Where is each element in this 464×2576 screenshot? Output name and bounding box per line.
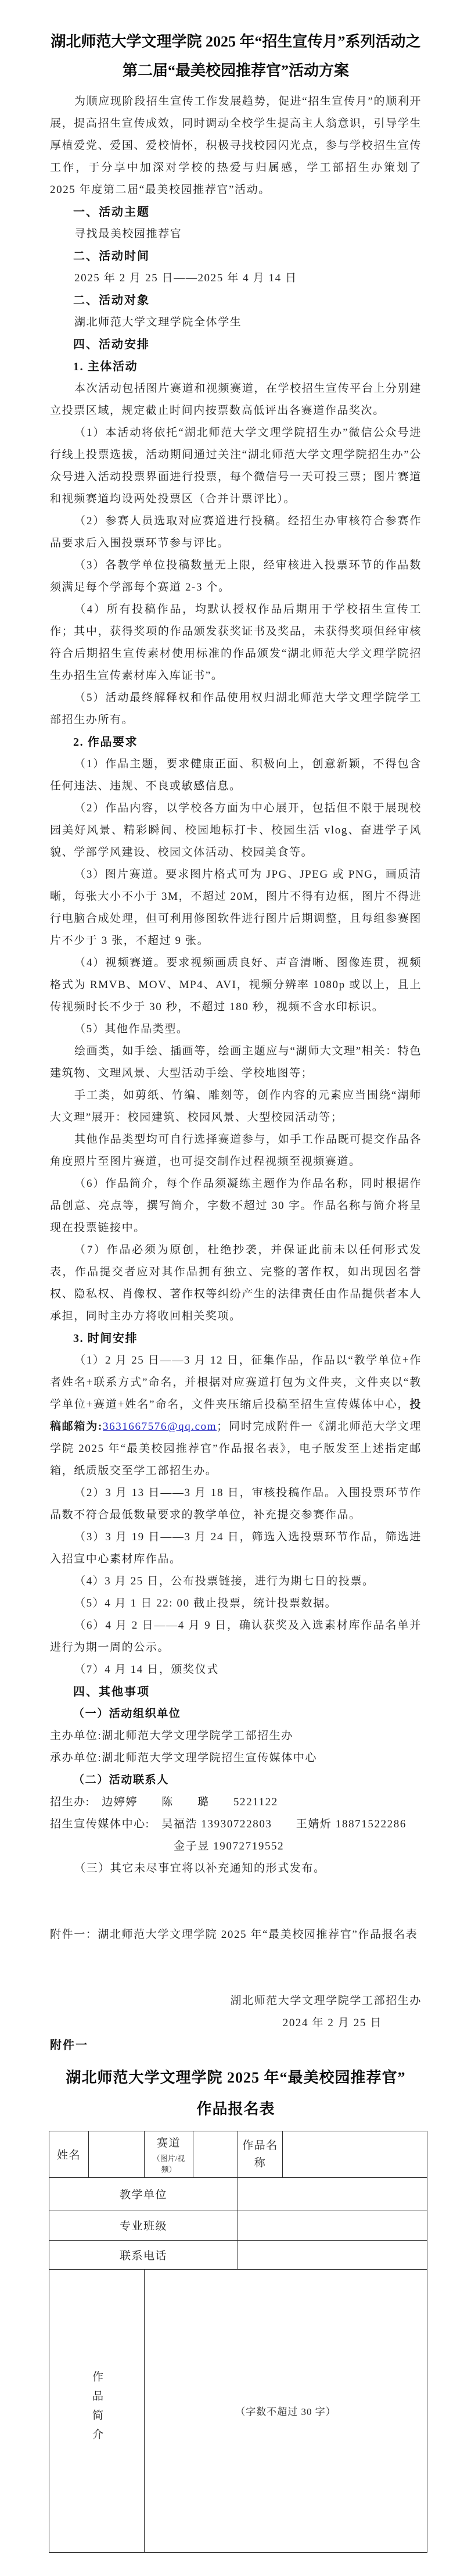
paragraph: （3）3 月 19 日——3 月 24 日，筛选入选投票环节作品，筛选进入招宣中心素材库作品。 xyxy=(50,1531,422,1565)
paragraph: 绘画类，如手绘、插画等，绘画主题应与“湖师大文理”相关：特色建筑物、文理风景、大型活动手绘、学校地图等； xyxy=(50,1045,422,1079)
sub-heading: （一）活动组织单位 xyxy=(73,1708,181,1720)
submission-email-link[interactable]: 3631667576@qq.com xyxy=(103,1421,217,1433)
paragraph: 手工类，如剪纸、竹编、雕刻等，创作内容的元素应当围绕“湖师大文理”展开：校园建筑、校园风景、大型校园活动等； xyxy=(50,1089,422,1124)
paragraph: （2）作品内容，以学校各方面为中心展开，包括但不限于展现校园美好风景、精彩瞬间、校园地标打卡、校园生活 vlog、奋进学子风貌、学部学风建设、校园文体活动、校园美食等。 xyxy=(50,802,422,858)
paragraph: （7）作品必须为原创，杜绝抄袭，并保证此前未以任何形式发表，作品提交者应对其作品拥有独立、完整的著作权，如出现因名誉权、隐私权、肖像权、著作权等纠纷产生的法律责任由作品提供者本人承担，同时主办方将收回相关奖项。 xyxy=(50,1244,422,1322)
major-value-cell xyxy=(238,2210,427,2241)
intro-value-cell xyxy=(145,2270,427,2553)
paragraph: （5）其他作品类型。 xyxy=(74,1023,189,1035)
paragraph: （6）作品简介，每个作品须凝练主题作为作品名称，同时根据作品创意、亮点等，撰写简介，字数不超过 30 字。作品名称与简介将呈现在投票链接中。 xyxy=(50,1178,422,1234)
paragraph: 其他作品类型均可自行选择赛道参与，如手工作品既可提交作品各角度照片至图片赛道，也可提交制作过程视频至视频赛道。 xyxy=(50,1133,422,1168)
paragraph: （1）本活动将依托“湖北师范大学文理学院招生办”微信公众号进行线上投票选拔，活动期间通过关注“湖北师范大学文理学院招生办”公众号进入活动投票界面进行投票，每个微信号一天可投三票；图片赛道和视频赛道均设两处投票区（合并计票评比）。 xyxy=(50,427,422,505)
sub-heading: 3. 时间安排 xyxy=(73,1332,138,1345)
contact-line: 金子昱 19072719552 xyxy=(174,1840,285,1852)
work-name-label-cell: 作品名称 xyxy=(238,2131,283,2178)
paragraph: 招生宣传媒体中心: 吴福浩 13930722803 王婧炘 18871522286 xyxy=(50,1818,407,1830)
phone-value-cell xyxy=(238,2241,427,2270)
text-run: ；同时完成附件一《湖北师范大学文理学院 2025 年“最美校园推荐官”作品报名表》，电子版发至上述指定邮箱，纸质版交至学工部招生办。 xyxy=(50,1421,422,1477)
unit-value-cell xyxy=(238,2178,427,2210)
paragraph: 湖北师范大学文理学院全体学生 xyxy=(74,316,242,328)
signature-date: 2024 年 2 月 25 日 xyxy=(282,2017,382,2029)
paragraph: 为顺应现阶段招生宣传工作发展趋势，促进“招生宣传月”的顺利开展，提高招生宣传成效，同时调动全校学生提高主人翁意识，引导学生厚植爱党、爱国、爱校情怀，积极寻找校园闪光点，参与学校招生宣传工作，于分享中加深对学校的热爱与归属感，学工部招生办策划了 2025 年度第二届“最美校园推荐官”活动。 xyxy=(50,95,422,196)
paragraph: 寻找最美校园推荐官 xyxy=(74,228,182,240)
section-heading: 二、活动时间 xyxy=(73,250,150,263)
paragraph: （3）图片赛道。要求图片格式可为 JPG、JPEG 或 PNG，画质清晰，每张大小不小于 3M，不超过 20M，图片不得有边框，图片不得进行电脑合成处理，但可利用修图软件进行图片后期调整，且每组参赛图片不少于 3 张，不超过 9 张。 xyxy=(50,868,422,947)
intro-label: 作品简介 xyxy=(91,2371,103,2448)
paragraph xyxy=(50,1350,422,1482)
paragraph: 2025 年 2 月 25 日——2025 年 4 月 14 日 xyxy=(74,272,297,284)
signature-line: 湖北师范大学文理学院学工部招生办 xyxy=(230,1995,422,2007)
paragraph: 招生办: 边婷婷 陈 璐 5221122 xyxy=(50,1796,278,1808)
section-heading: 二、活动对象 xyxy=(73,294,150,307)
name-value-cell xyxy=(89,2131,145,2178)
attachment-label: 附件一 xyxy=(50,2039,88,2052)
sub-heading: 2. 作品要求 xyxy=(73,736,138,749)
track-value-cell xyxy=(193,2131,238,2178)
paragraph: （3）各教学单位投稿数量无上限，经审核进入投票环节的作品数须满足每个学部每个赛道 2-3 个。 xyxy=(50,559,422,593)
paragraph: （2）3 月 13 日——3 月 18 日，审核投稿作品。入围投票环节作品数不符合最低数量要求的教学单位，补充提交参赛作品。 xyxy=(50,1487,422,1521)
paragraph: 主办单位:湖北师范大学文理学院学工部招生办 xyxy=(50,1730,293,1742)
major-label-cell: 专业班级 xyxy=(49,2210,238,2241)
attachment-title-line2: 作品报名表 xyxy=(196,2101,275,2117)
paragraph: （4）视频赛道。要求视频画质良好、声音清晰、图像连贯，视频格式为 RMVB、MOV、MP4、AVI，视频分辨率 1080p 或以上，且上传视频时长不少于 30 秒，不超过 180 秒，视频不含水印标识。 xyxy=(50,957,422,1013)
section-heading: 四、活动安排 xyxy=(73,338,150,351)
paragraph: （1）作品主题，要求健康正面、积极向上，创意新颖，不得包含任何违法、违规、不良或敏感信息。 xyxy=(50,758,422,792)
phone-label-cell: 联系电话 xyxy=(49,2241,238,2270)
track-note: （图片/视频） xyxy=(152,2154,185,2174)
registration-form-table xyxy=(49,2131,427,2553)
document-body xyxy=(50,91,422,2034)
attachment-title-line1: 湖北师范大学文理学院 2025 年“最美校园推荐官” xyxy=(66,2069,406,2086)
work-name-value-cell xyxy=(283,2131,427,2178)
track-label-cell xyxy=(145,2131,193,2178)
paragraph: （5）活动最终解释权和作品使用权归湖北师范大学文理学院学工部招生办所有。 xyxy=(50,692,422,726)
paragraph: 承办单位:湖北师范大学文理学院招生宣传媒体中心 xyxy=(50,1752,318,1764)
paragraph: （4）3 月 25 日，公布投票链接，进行为期七日的投票。 xyxy=(74,1575,375,1587)
sub-heading: （二）活动联系人 xyxy=(73,1774,169,1786)
paragraph: （6）4 月 2 日——4 月 9 日，确认获奖及入选素材库作品名单并进行为期一周的公示。 xyxy=(50,1619,422,1654)
intro-note: （字数不超过 30 字） xyxy=(235,2406,336,2417)
sub-heading: 1. 主体活动 xyxy=(73,360,138,373)
name-label-cell: 姓名 xyxy=(49,2131,89,2178)
track-label: 赛道 xyxy=(156,2137,181,2149)
document-title-line2: 第二届“最美校园推荐官”活动方案 xyxy=(122,62,349,79)
paragraph: （5）4 月 1 日 22: 00 截止投票，统计投票数据。 xyxy=(74,1597,337,1609)
paragraph: （4）所有投稿作品，均默认授权作品后期用于学校招生宣传工作；其中，获得奖项的作品颁发获奖证书及奖品，未获得奖项但经审核符合后期招生宣传素材使用标准的作品颁发“湖北师范大学文理学院招生办招生宣传素材库入库证书”。 xyxy=(50,603,422,682)
section-heading: 四、其他事项 xyxy=(73,1686,150,1698)
section-heading: 一、活动主题 xyxy=(73,206,150,219)
intro-label-cell xyxy=(49,2270,145,2553)
paragraph: （2）参赛人员选取对应赛道进行投稿。经招生办审核符合参赛作品要求后入围投票环节参与评比。 xyxy=(50,515,422,549)
unit-label-cell: 教学单位 xyxy=(49,2178,238,2210)
document-title-line1: 湖北师范大学文理学院 2025 年“招生宣传月”系列活动之 xyxy=(51,33,421,50)
text-run: （1）2 月 25 日——3 月 12 日，征集作品，作品以“教学单位+作者姓名+联系方式”命名，并根据对应赛道打包为文件夹，文件夹以“教学单位+赛道+姓名”命名，文件夹压缩后投稿至招生宣传媒体中心， xyxy=(50,1354,422,1411)
paragraph: 本次活动包括图片赛道和视频赛道，在学校招生宣传平台上分别建立投票区域，规定截止时间内按票数高低评出各赛道作品奖次。 xyxy=(50,382,422,417)
bold-text-run: 投稿邮箱为: xyxy=(50,1398,422,1433)
attachment-reference: 附件一：湖北师范大学文理学院 2025 年“最美校园推荐官”作品报名表 xyxy=(50,1929,418,1941)
paragraph: （7）4 月 14 日，颁奖仪式 xyxy=(74,1663,219,1676)
paragraph: （三）其它未尽事宜将以补充通知的形式发布。 xyxy=(74,1862,326,1874)
